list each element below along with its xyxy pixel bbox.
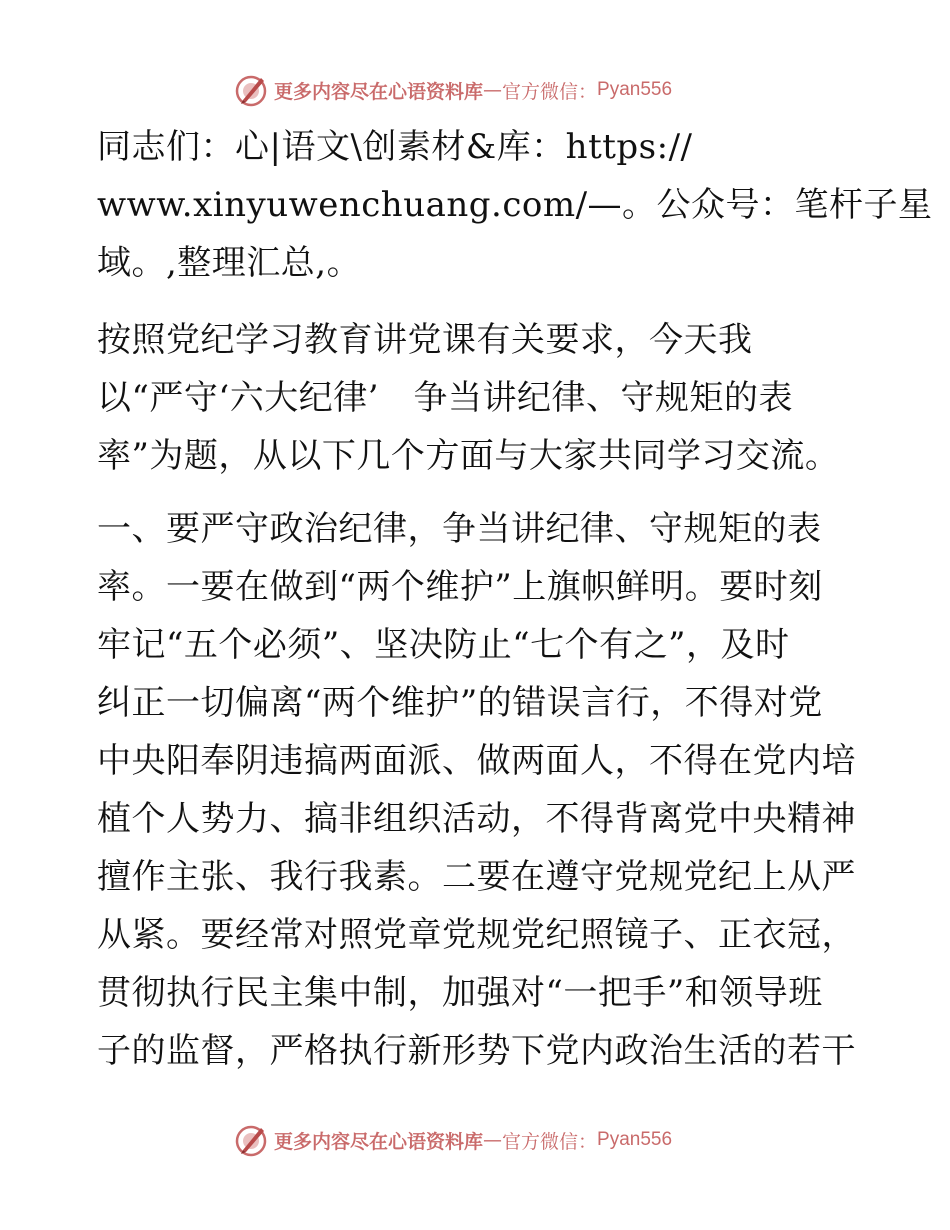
- paragraph-1: [97, 118, 933, 292]
- watermark-official-label: 官方微信：: [502, 80, 598, 103]
- text-line: 按照党纪学习教育讲党课有关要求，今天我: [97, 320, 753, 360]
- watermark-brand-text: 更多内容尽在心语资料库: [274, 80, 484, 103]
- watermark-official-label: 官方微信：: [502, 1130, 598, 1153]
- text-line: 子的监督，严格执行新形势下党内政治生活的若干: [97, 1031, 856, 1071]
- text-line: 纠正一切偏离“两个维护”的错误言行，不得对党: [97, 683, 823, 723]
- text-line: 一、要严守政治纪律，争当讲纪律、守规矩的表: [97, 509, 822, 549]
- text-line: 中央阳奉阴违搞两面派、做两面人，不得在党内培: [97, 741, 856, 781]
- text-line: 域。,整理汇总,。: [97, 243, 362, 283]
- text-line: 率”为题，从以下几个方面与大家共同学习交流。: [97, 436, 840, 476]
- text-line: 贯彻执行民主集中制，加强对“一把手”和领导班: [97, 973, 823, 1013]
- text-line: www.xinyuwenchuang.com/—。公众号：笔杆子星: [97, 185, 933, 225]
- watermark-wechat-handle: Pyan556: [597, 1129, 673, 1150]
- text-line: 同志们：心|语文\创素材&库：https://: [97, 127, 693, 167]
- text-line: 擅作主张、我行我素。二要在遵守党规党纪上从严: [97, 857, 856, 897]
- text-line: 以“严守‘六大纪律’ 争当讲纪律、守规矩的表: [97, 378, 793, 418]
- quill-pen-logo-icon: [234, 72, 270, 108]
- paragraph-3: [97, 500, 857, 1080]
- text-line: 从紧。要经常对照党章党规党纪照镜子、正衣冠，: [97, 915, 856, 955]
- watermark-wechat-handle: Pyan556: [597, 79, 673, 100]
- footer-watermark-banner: [234, 1120, 672, 1160]
- quill-pen-logo-icon: [234, 1122, 270, 1158]
- watermark-brand-text: 更多内容尽在心语资料库: [274, 1130, 484, 1153]
- watermark-separator: —: [483, 1129, 503, 1151]
- header-watermark-banner: [234, 70, 672, 110]
- watermark-separator: —: [483, 79, 503, 101]
- paragraph-2: [97, 311, 857, 485]
- text-line: 植个人势力、搞非组织活动，不得背离党中央精神: [97, 799, 856, 839]
- text-line: 率。一要在做到“两个维护”上旗帜鲜明。要时刻: [97, 567, 823, 607]
- text-line: 牢记“五个必须”、坚决防止“七个有之”，及时: [97, 625, 790, 665]
